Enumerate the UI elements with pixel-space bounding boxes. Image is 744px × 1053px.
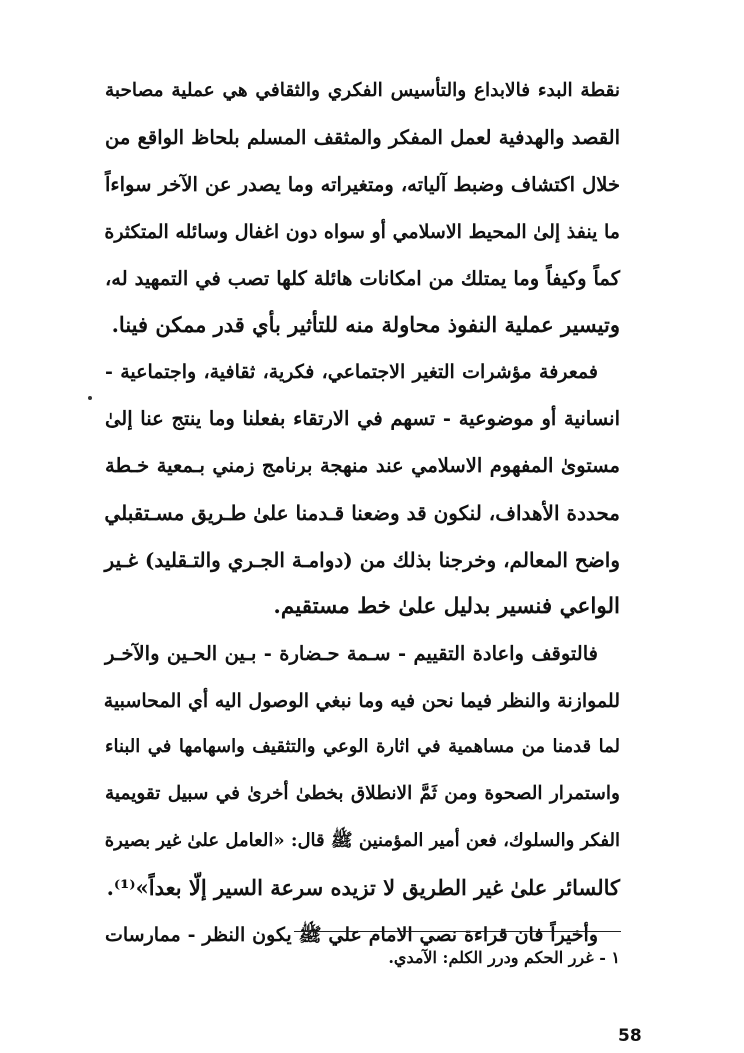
text-line: فالتوقف واعادة التقييم - سـمة حـضارة - بـين الحـين والآخـر — [105, 641, 598, 665]
text-line: خلال اكتشاف وضبط آلياته، ومتغيراته وما يصدر عن الآخر سواءاً — [105, 172, 620, 196]
scan-speck — [88, 396, 92, 400]
body-text — [105, 68, 620, 959]
text-line: ما ينفذ إلىٰ المحيط الاسلامي أو سواه دون اغفال وسائله المتكثرة — [104, 220, 620, 243]
footnote-separator — [294, 931, 621, 932]
text-line: واستمرار الصحوة ومن ثَمَّ الانطلاق بخطىٰ أخرىٰ في سبيل تقويمية — [105, 783, 620, 805]
footnote: ١ - غرر الحكم ودرر الكلم: الآمدي. — [388, 948, 620, 967]
page-number: 58 — [618, 1026, 642, 1046]
text-line: انسانية أو موضوعية - تسهم في الارتقاء بفعلنا وما ينتج عنا إلىٰ — [105, 407, 620, 431]
text-line: مستوىٰ المفهوم الاسلامي عند منهجة برنامج زمني بـمعية خـطة — [105, 454, 620, 478]
text-line: الفكر والسلوك، فعن أمير المؤمنين ﷺ قال: «العامل علىٰ غير بصيرة — [104, 830, 620, 852]
text-line: فمعرفة مؤشرات التغير الاجتماعي، فكرية، ثقافية، واجتماعية - — [105, 361, 598, 384]
text-line: كالسائر علىٰ غير الطريق لا تزيده سرعة السير إلّا بعداً»⁽¹⁾. — [106, 875, 620, 901]
text-line: الواعي فنسير بدليل علىٰ خط مستقيم. — [273, 593, 620, 619]
text-line: للموازنة والنظر فيما نحن فيه وما نبغي الوصول اليه أي المحاسبية — [103, 689, 620, 712]
text-line: واضح المعالم، وخرجنا بذلك من (دوامـة الجـري والتـقليد) غـير — [104, 547, 620, 572]
text-line: محددة الأهداف، لنكون قد وضعنا قـدمنا علىٰ طـريق مسـتقبلي — [104, 501, 620, 526]
text-line: القصد والهدفية لعمل المفكر والمثقف المسلم بلحاظ الواقع من — [105, 125, 620, 149]
text-line: وتيسير عملية النفوذ محاولة منه للتأثير بأي قدر ممكن فينا. — [111, 312, 620, 338]
text-line: نقطة البدء فالابداع والتأسيس الفكري والثقافي هي عملية مصاحبة — [105, 80, 620, 101]
text-line: لما قدمنا من مساهمية في اثارة الوعي والتثقيف واسهامها في البناء — [105, 736, 620, 758]
text-line: وأخيراً فان قراءة نصي الامام علي ﷺ يكون النظر - ممارسات — [105, 924, 598, 947]
text-line: كماً وكيفاً وما يمتلك من امكانات هائلة كلها تصب في التمهيد له، — [105, 266, 620, 290]
